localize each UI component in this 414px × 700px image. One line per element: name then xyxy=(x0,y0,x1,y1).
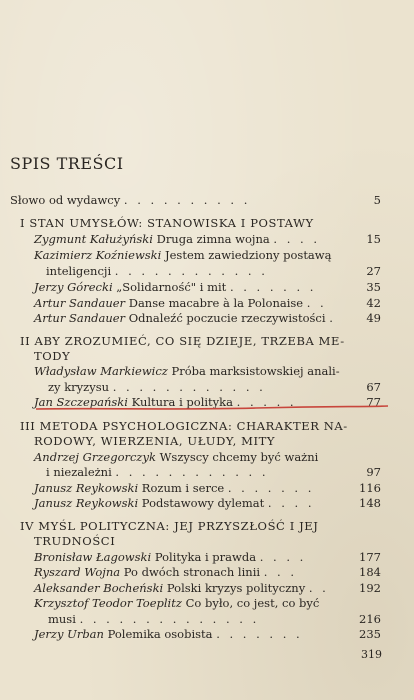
leader-dots: . . . . xyxy=(259,550,307,564)
entry-author: Janusz Reykowski xyxy=(34,496,139,510)
toc-entry[interactable] xyxy=(34,450,318,464)
toc-entry[interactable] xyxy=(34,565,297,579)
entry-author: Bronisław Łagowski xyxy=(34,550,152,564)
entry-author: Kazimierz Koźniewski xyxy=(34,248,162,262)
section-heading-continued: TRUDNOŚCI xyxy=(34,534,116,548)
page-number-ref: 49 xyxy=(366,311,381,325)
section-heading: IV MYŚL POLITYCZNA: JEJ PRZYSZŁOŚĆ I JEJ xyxy=(20,519,319,533)
leader-dots: . . . xyxy=(263,565,297,579)
entry-title: Polemika osobista xyxy=(107,627,213,641)
toc-entry[interactable] xyxy=(34,232,320,246)
page-number-ref: 184 xyxy=(359,565,381,579)
page-number-ref: 116 xyxy=(359,481,381,495)
page-number-ref: 27 xyxy=(366,264,381,278)
entry-title-continued: i niezależni xyxy=(46,465,112,479)
leader-dots: . . . . . . . . . . . . xyxy=(115,465,269,479)
page-number-ref: 235 xyxy=(359,627,381,641)
toc-entry[interactable] xyxy=(34,296,327,310)
leader-dots: . . . . . . . xyxy=(216,627,303,641)
leader-dots: . . xyxy=(308,581,329,595)
leader-dots: . . . . . . . . . . . . xyxy=(114,264,268,278)
section-heading: I STAN UMYSŁÓW: STANOWISKA I POSTAWY xyxy=(20,216,314,230)
toc-entry[interactable] xyxy=(34,364,340,378)
entry-author: Artur Sandauer xyxy=(34,311,126,325)
entry-title: Po dwóch stronach linii xyxy=(123,565,261,579)
entry-author: Jan Szczepański xyxy=(34,395,128,409)
entry-title: Rozum i serce xyxy=(141,481,225,495)
page-number-ref: 97 xyxy=(366,465,381,479)
entry-title-continued: zy kryzysu xyxy=(48,380,110,394)
page-number-ref: 42 xyxy=(366,296,381,310)
entry-author: Jerzy Górecki xyxy=(34,280,113,294)
leader-dots: . . xyxy=(306,296,327,310)
entry-author: Krzysztof Teodor Toeplitz xyxy=(34,596,182,610)
section-heading-continued: RODOWY, WIERZENIA, UŁUDY, MITY xyxy=(34,434,276,448)
red-pen-underline xyxy=(36,405,388,411)
leader-dots: . . . . . . . xyxy=(227,481,315,495)
entry-title: Co było, co jest, co być xyxy=(185,596,320,610)
entry-title: Polityka i prawda xyxy=(154,550,257,564)
section-heading-continued: TODY xyxy=(34,349,71,363)
toc-entry-continuation xyxy=(48,380,266,394)
leader-dots: . . . . . . . . . . . . . . xyxy=(79,612,260,626)
leader-dots: . . . . xyxy=(273,232,320,246)
entry-title: Podstawowy dylemat xyxy=(141,496,265,510)
entry-author: Andrzej Grzegorczyk xyxy=(34,450,156,464)
entry-title: Polski kryzys polityczny xyxy=(166,581,306,595)
entry-author: Jerzy Urban xyxy=(34,627,104,641)
page-number-ref: 15 xyxy=(366,232,381,246)
toc-entry[interactable] xyxy=(34,627,303,641)
toc-entry[interactable] xyxy=(34,550,306,564)
toc-entry-continuation xyxy=(46,264,268,278)
page-number-ref: 177 xyxy=(359,550,381,564)
page-number-ref: 148 xyxy=(359,496,381,510)
page-number-ref: 67 xyxy=(366,380,381,394)
toc-entry[interactable] xyxy=(34,496,314,510)
toc-entry[interactable] xyxy=(34,481,314,495)
entry-title: Jestem zawiedziony postawą xyxy=(165,248,332,262)
leader-dots: . xyxy=(329,311,336,325)
toc-entry[interactable] xyxy=(34,581,329,595)
toc-entry[interactable] xyxy=(34,248,332,262)
entry-title: „Solidarność" i mit xyxy=(116,280,227,294)
page-number-ref: 5 xyxy=(373,193,381,207)
entry-title: Słowo od wydawcy xyxy=(10,193,121,207)
leader-dots: . . . . . . . xyxy=(229,280,317,294)
entry-author: Janusz Reykowski xyxy=(34,481,139,495)
page-number-ref: 35 xyxy=(366,280,381,294)
leader-dots: . . . . . . . . . . xyxy=(123,193,251,207)
toc-entry-preface[interactable] xyxy=(10,193,250,207)
folio-page-number: 319 xyxy=(361,648,382,661)
entry-title: Druga zimna wojna xyxy=(156,232,270,246)
entry-title-continued: musi xyxy=(48,612,76,626)
entry-title: Odnaleźć poczucie rzeczywistości xyxy=(128,311,326,325)
page-number-ref: 192 xyxy=(359,581,381,595)
toc-entry-continuation xyxy=(48,612,259,626)
toc-entry[interactable] xyxy=(34,280,316,294)
toc-entry[interactable] xyxy=(34,596,319,610)
page-title: SPIS TREŚCI xyxy=(10,154,124,173)
toc-entry[interactable] xyxy=(34,311,336,325)
page-number-ref: 77 xyxy=(366,395,381,409)
entry-author: Artur Sandauer xyxy=(34,296,126,310)
entry-title: Kultura i polityka xyxy=(131,395,233,409)
entry-author: Władysław Markiewicz xyxy=(34,364,168,378)
entry-author: Zygmunt Kałużyński xyxy=(34,232,153,246)
section-heading: II ABY ZROZUMIEĆ, CO SIĘ DZIEJE, TRZEBA ME- xyxy=(20,334,345,348)
entry-title-continued: inteligencji xyxy=(46,264,112,278)
entry-title: Próba marksistowskiej anali- xyxy=(171,364,340,378)
entry-title: Danse macabre à la Polonaise xyxy=(128,296,304,310)
entry-author: Aleksander Bocheński xyxy=(34,581,164,595)
section-heading: III METODA PSYCHOLOGICZNA: CHARAKTER NA- xyxy=(20,419,348,433)
page-number-ref: 216 xyxy=(359,612,381,626)
entry-author: Ryszard Wojna xyxy=(34,565,121,579)
entry-title: Wszyscy chcemy być ważni xyxy=(159,450,319,464)
leader-dots: . . . . . xyxy=(236,395,297,409)
toc-entry-continuation xyxy=(46,465,269,479)
leader-dots: . . . . xyxy=(267,496,315,510)
leader-dots: . . . . . . . . . . . . xyxy=(112,380,266,394)
